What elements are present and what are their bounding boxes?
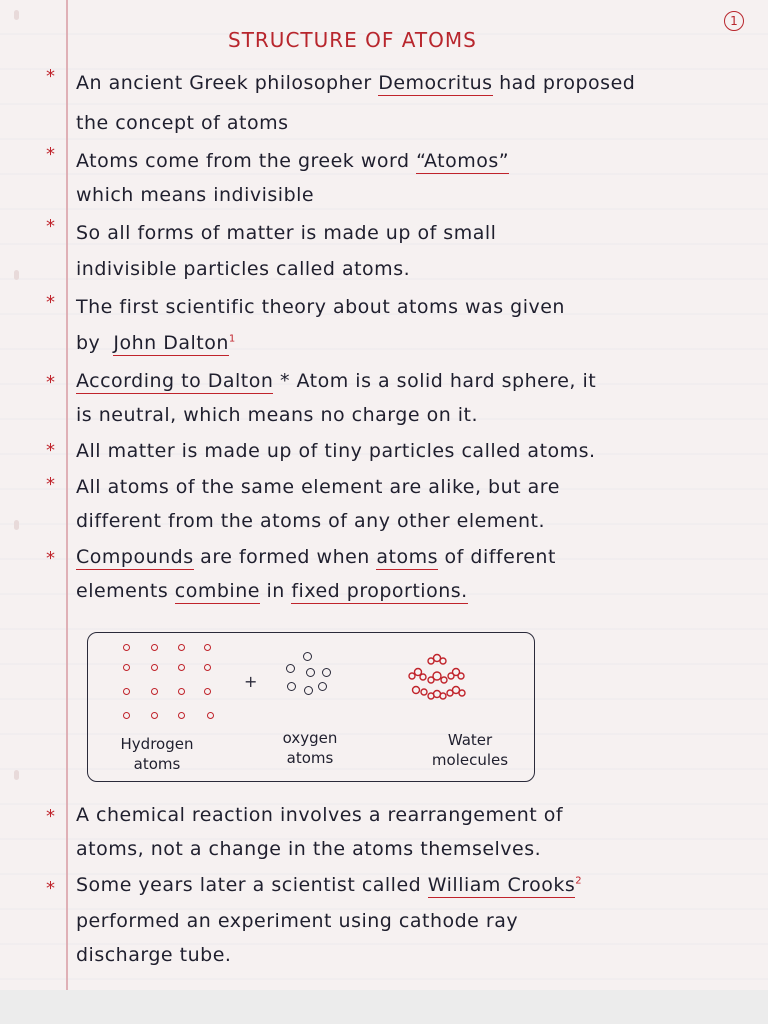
underlined-term: Democritus [378, 72, 493, 94]
note-line: The first scientific theory about atoms was given [76, 296, 565, 318]
note-line: Compounds are formed when atoms of different [76, 546, 556, 568]
bullet-star: * [46, 372, 55, 393]
underlined-term: Compounds [76, 546, 194, 568]
note-line: A chemical reaction involves a rearrangement of [76, 804, 564, 826]
note-line: An ancient Greek philosopher Democritus had proposed [76, 72, 636, 94]
bullet-star: * [46, 878, 55, 899]
note-line: by John Dalton$^1$ [76, 332, 236, 354]
note-line: discharge tube. [76, 944, 232, 966]
bullet-star: * [46, 292, 55, 313]
bullet-star: * [46, 440, 55, 461]
binding-hole [14, 770, 19, 780]
underlined-term: According to Dalton [76, 370, 274, 392]
hydrogen-label: Hydrogen atoms [120, 735, 194, 773]
underlined-term: William Crooks [427, 874, 576, 896]
bullet-star: * [46, 144, 55, 165]
water-label: Water molecules [431, 731, 509, 769]
bullet-star: * [46, 66, 55, 87]
note-line: which means indivisible [76, 184, 315, 206]
water-molecules-drawing [404, 652, 470, 702]
underlined-term: atoms [376, 546, 439, 568]
note-line: So all forms of matter is made up of small [76, 222, 497, 244]
bullet-star: * [46, 216, 55, 237]
binding-hole [14, 10, 19, 20]
bullet-star: * [46, 548, 55, 569]
note-line: According to Dalton * Atom is a solid hard sphere, it [76, 370, 597, 392]
underlined-term: fixed proportions. [291, 580, 468, 602]
note-line: Atoms come from the greek word “Atomos” [76, 150, 510, 172]
bullet-star: * [46, 474, 55, 495]
bullet-star: * [46, 806, 55, 827]
margin-line [66, 0, 68, 990]
plus-sign: + [244, 672, 258, 691]
note-line: elements combine in fixed proportions. [76, 580, 468, 602]
note-line: the concept of atoms [76, 112, 289, 134]
underlined-term: combine [174, 580, 260, 602]
footnote-mark: 2 [575, 875, 583, 887]
footnote-mark: 1 [228, 333, 236, 345]
note-line: All matter is made up of tiny particles called atoms. [76, 440, 596, 462]
page-number: 1 [724, 11, 744, 31]
note-line: atoms, not a change in the atoms themselves. [76, 838, 542, 860]
binding-hole [14, 520, 19, 530]
binding-hole [14, 270, 19, 280]
underlined-term: John Dalton [113, 332, 229, 354]
note-line: Some years later a scientist called William Crooks$^2$ [76, 874, 583, 896]
oxygen-label: oxygen atoms [282, 729, 338, 767]
note-line: performed an experiment using cathode ray [76, 910, 519, 932]
note-line: is neutral, which means no charge on it. [76, 404, 479, 426]
note-line: different from the atoms of any other element. [76, 510, 546, 532]
page-title: STRUCTURE OF ATOMS [228, 28, 477, 52]
background-surface [0, 990, 768, 1024]
note-line: indivisible particles called atoms. [76, 258, 411, 280]
underlined-term: “Atomos” [416, 150, 510, 172]
note-line: All atoms of the same element are alike, but are [76, 476, 560, 498]
